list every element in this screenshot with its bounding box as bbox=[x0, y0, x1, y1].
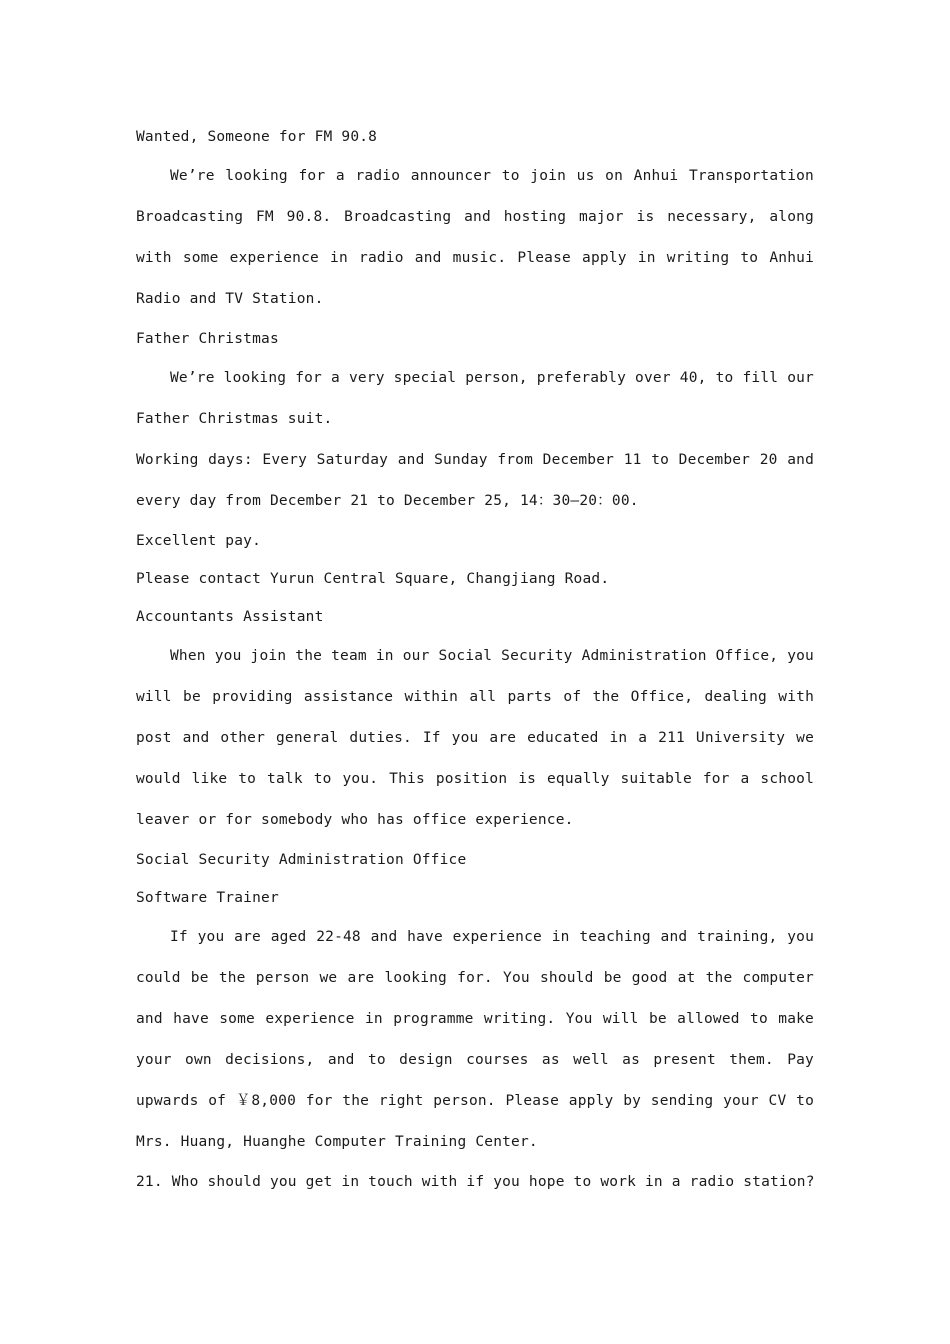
ad-title-software-trainer: Software Trainer bbox=[136, 890, 279, 906]
document-page bbox=[136, 118, 814, 1201]
ad-working-days: Working days: Every Saturday and Sunday from December 11 to December 20 and every day from December 21 to December 25, 14：30—20：00. bbox=[136, 452, 814, 509]
ad-signature-office: Social Security Administration Office bbox=[136, 852, 467, 868]
ad-contact: Please contact Yurun Central Square, Changjiang Road. bbox=[136, 571, 610, 587]
ad-body-accountants-assistant: When you join the team in our Social Security Administration Office, you will be providing assistance within all parts of the Office, dealing with post and other general duties. If you are educated in a 211 University we would like to talk to you. This position is equally suitable for a school leaver or for somebody who has office experience. bbox=[136, 648, 814, 828]
ad-title-radio: Wanted, Someone for FM 90.8 bbox=[136, 129, 378, 145]
ad-title-accountants-assistant: Accountants Assistant bbox=[136, 609, 324, 625]
ad-pay: Excellent pay. bbox=[136, 533, 262, 549]
ad-title-father-christmas: Father Christmas bbox=[136, 331, 279, 347]
ad-body-radio: We’re looking for a radio announcer to join us on Anhui Transportation Broadcasting FM 90.8. Broadcasting and hosting major is necessary, along with some experience in radio and music. Please apply in writing to Anhui Radio and TV Station. bbox=[136, 168, 814, 307]
ad-body-software-trainer: If you are aged 22-48 and have experience in teaching and training, you could be the person we are looking for. You should be good at the computer and have some experience in programme writing. You will be allowed to make your own decisions, and to design courses as well as present them. Pay upwards of ￥8,000 for the right person. Please apply by sending your CV to Mrs. Huang, Huanghe Computer Training Center. bbox=[136, 929, 814, 1150]
question-21: 21. Who should you get in touch with if you hope to work in a radio station? bbox=[136, 1174, 815, 1190]
ad-body-father-christmas: We’re looking for a very special person, preferably over 40, to fill our Father Christmas suit. bbox=[136, 370, 814, 427]
